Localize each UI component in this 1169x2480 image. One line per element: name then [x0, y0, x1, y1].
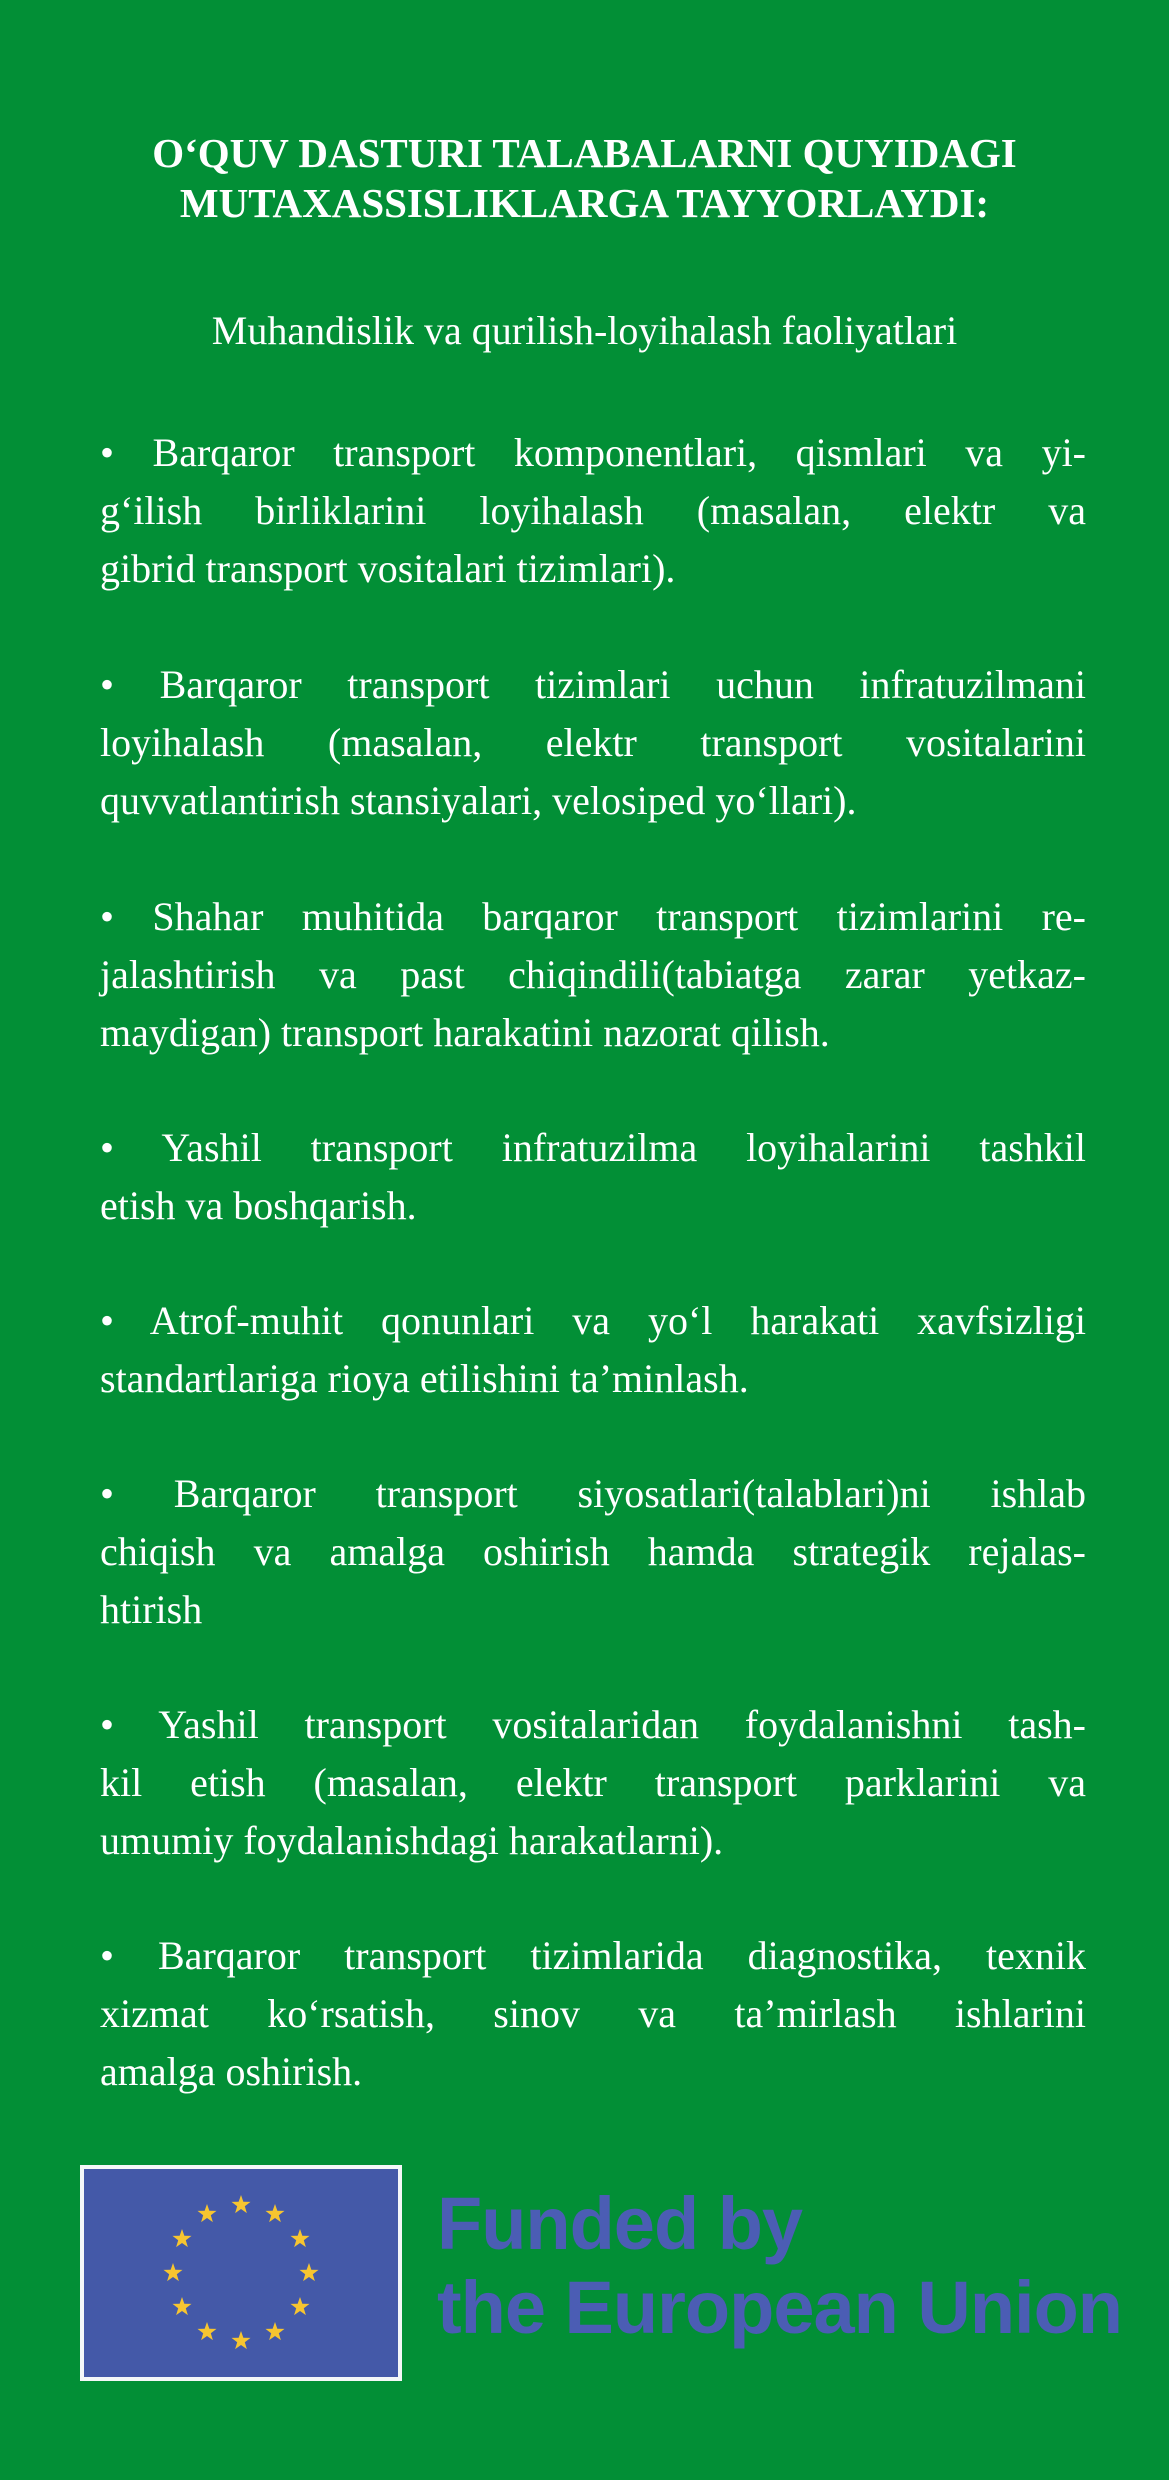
- list-item: [100, 1119, 1086, 1235]
- list-item: [100, 424, 1086, 598]
- list-item-line: standartlariga rioya etilishini ta’minlash.: [100, 1356, 749, 1401]
- list-item-line: xizmat ko‘rsatish, sinov va ta’mirlash ishlarini: [100, 1991, 1086, 2036]
- list-item-line: jalashtirish va past chiqindili(tabiatga zarar yetkaz-: [100, 952, 1086, 997]
- section-subtitle: Muhandislik va qurilish-loyihalash faoliyatlari: [211, 308, 958, 353]
- list-item-line: kil etish (masalan, elektr transport parklarini va: [100, 1760, 1086, 1805]
- list-item-line: • Shahar muhitida barqaror transport tizimlarini re-: [100, 894, 1086, 939]
- page-title-line-1: O‘QUV DASTURI TALABALARNI QUYIDAGI: [152, 130, 1017, 176]
- list-item-line: • Atrof-muhit qonunlari va yo‘l harakati xavfsizligi: [100, 1298, 1086, 1343]
- eu-flag-icon: [80, 2165, 402, 2381]
- list-item-line: etish va boshqarish.: [100, 1183, 417, 1228]
- list-item-line: amalga oshirish.: [100, 2049, 363, 2094]
- list-item-line: g‘ilish birliklarini loyihalash (masalan, elektr va: [100, 488, 1086, 533]
- page-title-line-2: MUTAXASSISLIKLARGA TAYYORLAYDI:: [179, 180, 990, 226]
- list-item: [100, 888, 1086, 1062]
- list-item: [100, 1927, 1086, 2101]
- list-item: [100, 1696, 1086, 1870]
- list-item-line: chiqish va amalga oshirish hamda strategik rejalas-: [100, 1529, 1086, 1574]
- list-item-line: • Yashil transport vositalaridan foydalanishni tash-: [100, 1702, 1086, 1747]
- list-item-line: • Barqaror transport tizimlarida diagnostika, texnik: [100, 1933, 1086, 1978]
- list-item-line: htirish: [100, 1587, 203, 1632]
- funded-by-line-1: Funded by: [437, 2182, 803, 2265]
- list-item-line: loyihalash (masalan, elektr transport vositalarini: [100, 720, 1086, 765]
- list-item: [100, 656, 1086, 830]
- list-item-line: • Barqaror transport tizimlari uchun infratuzilmani: [100, 662, 1086, 707]
- funding-footer: [0, 2160, 1169, 2390]
- list-item: [100, 1465, 1086, 1639]
- list-item-line: quvvatlantirish stansiyalari, velosiped yo‘llari).: [100, 778, 857, 823]
- list-item-line: maydigan) transport harakatini nazorat qilish.: [100, 1010, 830, 1055]
- list-item-line: • Barqaror transport komponentlari, qismlari va yi-: [100, 430, 1086, 475]
- funded-by-eu-label: [437, 2182, 1122, 2350]
- list-item: [100, 1292, 1086, 1408]
- list-item-line: • Yashil transport infratuzilma loyihalarini tashkil: [100, 1125, 1086, 1170]
- page-title: [0, 128, 1169, 228]
- list-item-line: umumiy foydalanishdagi harakatlarni).: [100, 1818, 724, 1863]
- list-item-line: gibrid transport vositalari tizimlari).: [100, 546, 676, 591]
- funded-by-line-2: the European Union: [437, 2266, 1122, 2349]
- list-item-line: • Barqaror transport siyosatlari(talablari)ni ishlab: [100, 1471, 1086, 1516]
